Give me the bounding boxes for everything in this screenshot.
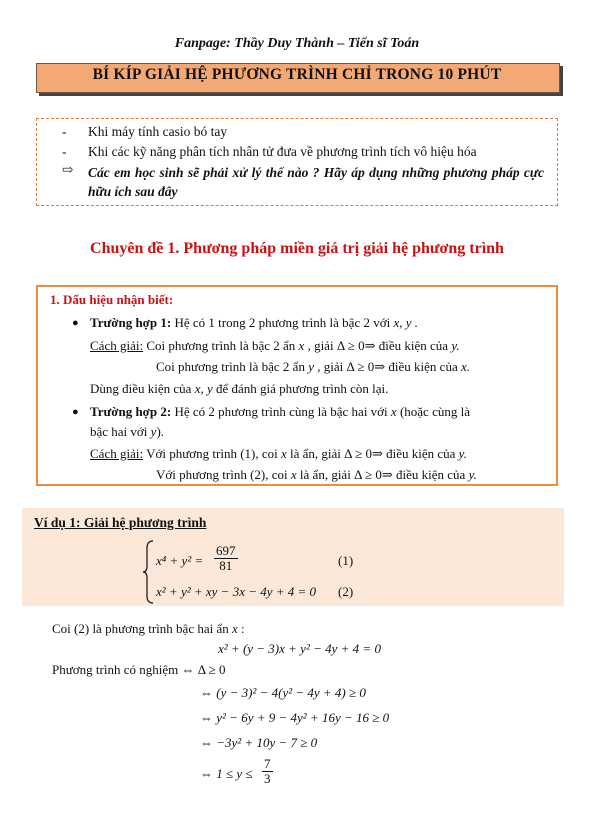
case1-vars: x, y . [393, 315, 419, 330]
solution-line-1 [52, 621, 245, 637]
solve-text: là ẩn, giải [286, 446, 345, 461]
system-brace [142, 540, 154, 604]
condition-text: điều kiện của [392, 467, 469, 482]
delta-condition: Δ ≥ 0 [336, 338, 365, 353]
example-title: Ví dụ 1: Giải hệ phương trình [34, 515, 207, 530]
method1-line-b [156, 359, 470, 375]
intro-question: Các em học sinh sẽ phải xử lý thế nào ? Hãy áp dụng những phương pháp cực hữu ích sau đây [88, 165, 544, 199]
method1-line-c [90, 381, 388, 397]
var-y: y. [458, 446, 467, 461]
step-1: ⇔ (y − 3)² − 4(y² − 4y + 4) ≥ 0 [200, 685, 366, 700]
method1c-text: Dùng điều kiện của [90, 381, 195, 396]
case2-line [90, 404, 544, 420]
var-x: x [390, 404, 397, 419]
case2-end: (hoặc cùng là [396, 404, 470, 419]
equation-1-lhs: x⁴ + y² = [156, 553, 204, 568]
method2-line-b [156, 467, 477, 483]
equation-1-tag: (1) [338, 553, 354, 568]
var-x: x [232, 621, 238, 636]
var-x: x. [460, 359, 471, 374]
quadratic-equation: x² + (y − 3)x + y² − 4y + 4 = 0 [218, 641, 381, 656]
method1c-end: để đánh giá phương trình còn lại. [212, 381, 389, 396]
method2-line-a [90, 446, 467, 462]
method1-line-a [90, 338, 460, 354]
var-x: x [290, 467, 297, 482]
eq1-numerator: 697 [216, 543, 236, 558]
intro-item-2: Khi các kỹ năng phân tích nhân tử đưa về phương trình tích vô hiệu hóa [88, 144, 477, 159]
delta-condition: ⇔ Δ ≥ 0 [181, 662, 226, 677]
method-label: Cách giải: [90, 446, 144, 461]
intro-item-1: Khi máy tính casio bó tay [88, 124, 228, 139]
step4-numerator: 7 [264, 756, 271, 771]
solution-text-2: Phương trình có nghiệm [52, 662, 182, 677]
method1-text: Coi phương trình là bậc 2 ẩn [143, 338, 299, 353]
case1-line [90, 315, 418, 331]
step-4-fraction [262, 757, 273, 786]
step4-denominator: 3 [264, 771, 271, 786]
implies-icon: ⇒ [371, 446, 383, 461]
var-y: y [150, 424, 157, 439]
solution-line-2 [52, 662, 226, 678]
equation-2-tag: (2) [338, 584, 354, 599]
method-label: Cách giải: [90, 338, 144, 353]
bullet-icon: ● [72, 317, 79, 329]
chapter-title: Chuyên đề 1. Phương pháp miền giá trị giải hệ phương trình [90, 240, 504, 257]
var-y: y. [468, 467, 477, 482]
solution-text: Coi (2) là phương trình bậc hai ẩn [52, 621, 232, 636]
dash-marker: - [62, 124, 67, 139]
bullet-icon: ● [72, 406, 79, 418]
case2-line2-end: ). [156, 424, 165, 439]
method2-text: Với phương trình (1), coi [143, 446, 281, 461]
eq1-denominator: 81 [219, 558, 233, 573]
var-x: x [298, 338, 305, 353]
document-title: BÍ KÍP GIẢI HỆ PHƯƠNG TRÌNH CHỈ TRONG 10 PHÚT [92, 66, 502, 83]
condition-text: điều kiện của [382, 446, 459, 461]
case2-text: Hệ có 2 phương trình cùng là bậc hai với [171, 404, 391, 419]
solve-text: , giải [313, 359, 347, 374]
implies-icon: ⇒ [364, 338, 376, 353]
condition-text: điều kiện của [385, 359, 461, 374]
condition-text: điều kiện của [375, 338, 452, 353]
delta-condition: Δ ≥ 0 [344, 446, 372, 461]
arrow-icon: ⇨ [62, 162, 74, 177]
delta-condition: Δ ≥ 0 [354, 467, 382, 482]
case2-line-2 [90, 424, 164, 440]
implies-icon: ⇒ [381, 467, 393, 482]
signs-heading: 1. Dấu hiệu nhận biết: [50, 292, 174, 307]
var-y: y. [451, 338, 460, 353]
step-3: ⇔ −3y² + 10y − 7 ≥ 0 [200, 735, 318, 750]
fanpage-header: Fanpage: Thầy Duy Thành – Tiến sĩ Toán [174, 36, 420, 51]
step-2: ⇔ y² − 6y + 9 − 4y² + 16y − 16 ≥ 0 [200, 710, 390, 725]
case1-label: Trường hợp 1: [90, 315, 172, 330]
vars-xy: x, y [194, 381, 213, 396]
implies-icon: ⇒ [374, 359, 386, 374]
var-x: x [280, 446, 287, 461]
equation-2: x² + y² + xy − 3x − 4y + 4 = 0 [156, 584, 317, 599]
dash-marker: - [62, 144, 67, 159]
method2b-text: Với phương trình (2), coi [156, 467, 291, 482]
case2-label: Trường hợp 2: [90, 404, 172, 419]
equation-1-fraction [214, 544, 238, 573]
method1b-text: Coi phương trình là bậc 2 ẩn [156, 359, 309, 374]
case2-line2-text: bậc hai với [90, 424, 151, 439]
solution-colon: : [237, 621, 245, 636]
var-y: y [308, 359, 314, 374]
solve-text: là ẩn, giải [296, 467, 355, 482]
step-4: ⇔ 1 ≤ y ≤ [200, 766, 253, 781]
delta-condition: Δ ≥ 0 [346, 359, 375, 374]
case1-text: Hệ có 1 trong 2 phương trình là bậc 2 với [171, 315, 394, 330]
solve-text: , giải [304, 338, 337, 353]
